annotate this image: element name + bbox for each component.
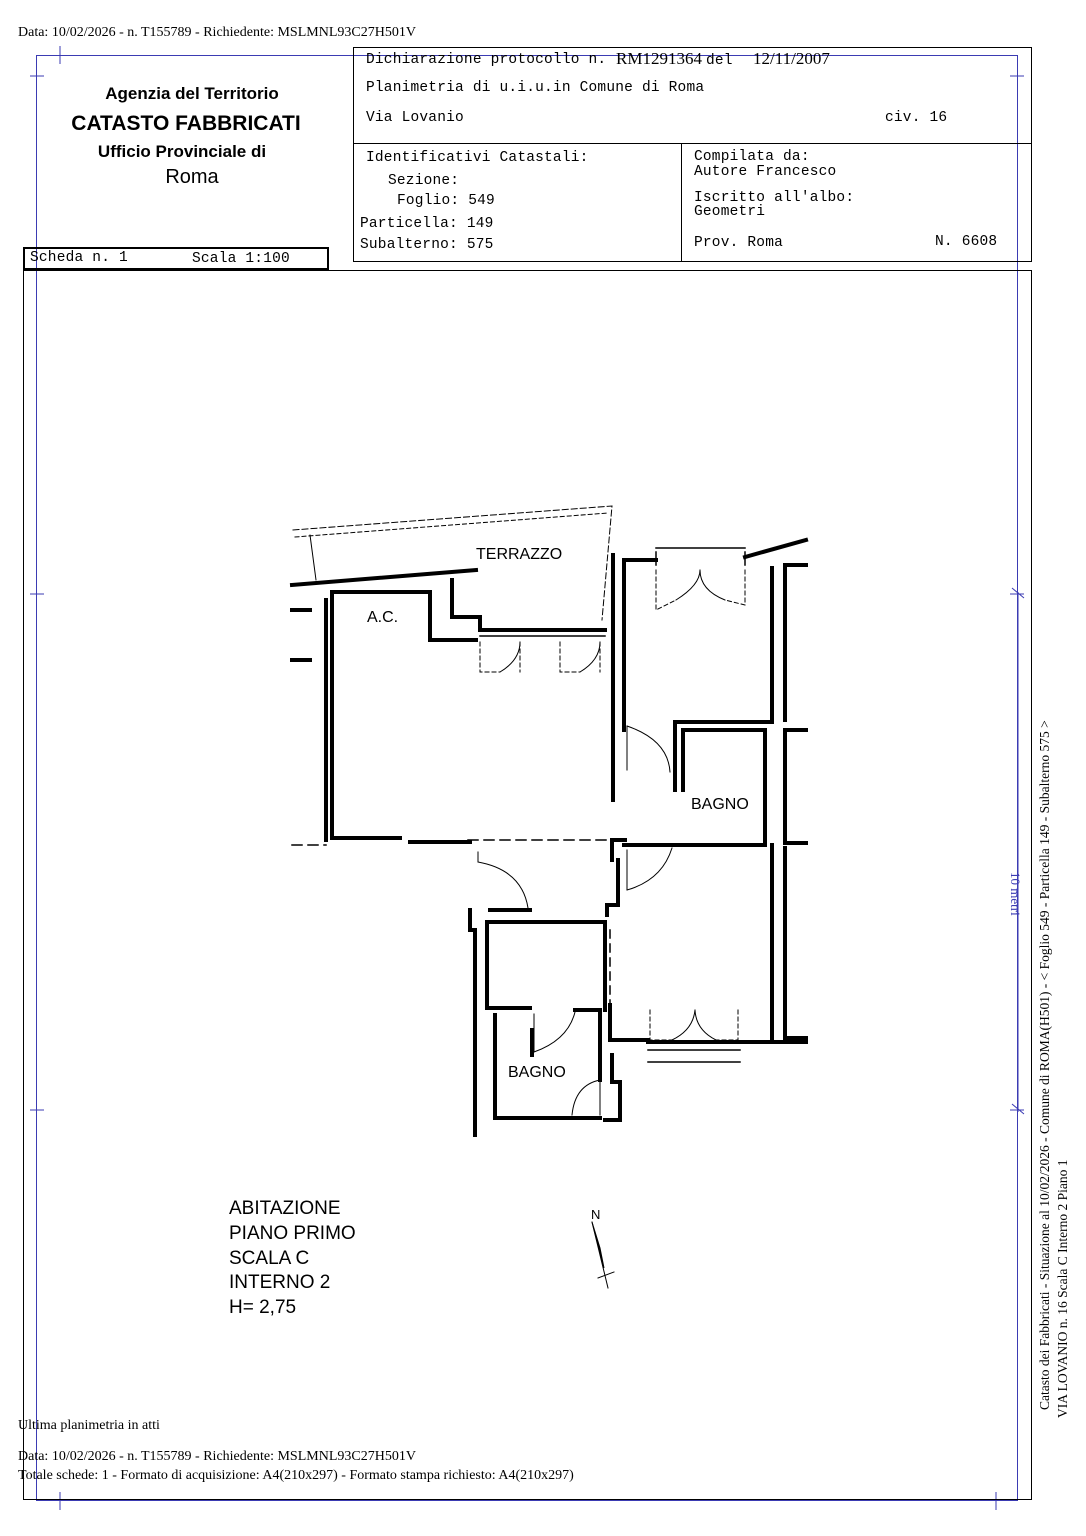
- scala-label: Scala 1:100: [192, 251, 290, 267]
- catasto-title: CATASTO FABBRICATI: [71, 112, 301, 135]
- albo-label: Iscritto all'albo:: [694, 190, 855, 206]
- identificativi-title: Identificativi Catastali:: [366, 150, 589, 166]
- subalterno-field: Subalterno: 575: [360, 237, 494, 253]
- info-altezza: H= 2,75: [229, 1297, 297, 1318]
- info-abitazione: ABITAZIONE: [229, 1198, 341, 1219]
- protocollo-del: del: [706, 53, 733, 69]
- side-address-info: VIA LOVANIO n. 16 Scala C Interno 2 Piano 1: [1055, 1159, 1070, 1418]
- room-label-bagno-1: BAGNO: [691, 796, 749, 813]
- albo-value: Geometri: [694, 204, 766, 220]
- info-piano: PIANO PRIMO: [229, 1223, 356, 1244]
- provincia-label: Prov. Roma: [694, 235, 784, 251]
- ufficio-city: Roma: [165, 166, 219, 188]
- info-scala: SCALA C: [229, 1248, 310, 1269]
- scheda-number: Scheda n. 1: [30, 250, 128, 266]
- scale-bar-label: 10 metri: [1008, 872, 1023, 916]
- protocollo-label: Dichiarazione protocollo n.: [366, 52, 607, 68]
- footer-request-line: Data: 10/02/2026 - n. T155789 - Richiedente: MSLMNL93C27H501V: [18, 1449, 416, 1464]
- compilata-label: Compilata da:: [694, 149, 810, 165]
- info-interno: INTERNO 2: [229, 1272, 331, 1293]
- address-civico: civ. 16: [885, 110, 948, 126]
- footer-format-line: Totale schede: 1 - Formato di acquisizione: A4(210x297) - Formato stampa richiesto: A4(210x297): [18, 1468, 574, 1483]
- side-catasto-info: Catasto dei Fabbricati - Situazione al 10/02/2026 - Comune di ROMA(H501) - < Foglio 549 - Particella 149 - Subalterno 575 >: [1037, 720, 1052, 1410]
- room-label-ac: A.C.: [367, 609, 399, 626]
- footer-ultima-planimetria: Ultima planimetria in atti: [18, 1418, 160, 1433]
- top-request-line: Data: 10/02/2026 - n. T155789 - Richiedente: MSLMNL93C27H501V: [18, 25, 416, 40]
- foglio-field: Foglio: 549: [397, 193, 495, 209]
- agency-name: Agenzia del Territorio: [105, 84, 279, 103]
- room-label-bagno-2: BAGNO: [508, 1064, 566, 1081]
- ufficio-label: Ufficio Provinciale di: [97, 142, 267, 161]
- sezione-field: Sezione:: [388, 173, 460, 189]
- north-label: N: [591, 1207, 601, 1222]
- particella-field: Particella: 149: [360, 216, 494, 232]
- unit-info: [229, 1198, 356, 1318]
- protocollo-date: 12/11/2007: [753, 49, 830, 68]
- planimetria-comune: Planimetria di u.i.u.in Comune di Roma: [366, 80, 705, 96]
- address-street: Via Lovanio: [366, 110, 464, 126]
- room-label-terrazzo: TERRAZZO: [476, 546, 563, 563]
- compilata-name: Autore Francesco: [694, 164, 837, 180]
- albo-number: N. 6608: [935, 234, 998, 250]
- protocollo-number: RM1291364: [616, 49, 702, 68]
- north-arrow-icon: [592, 1222, 614, 1288]
